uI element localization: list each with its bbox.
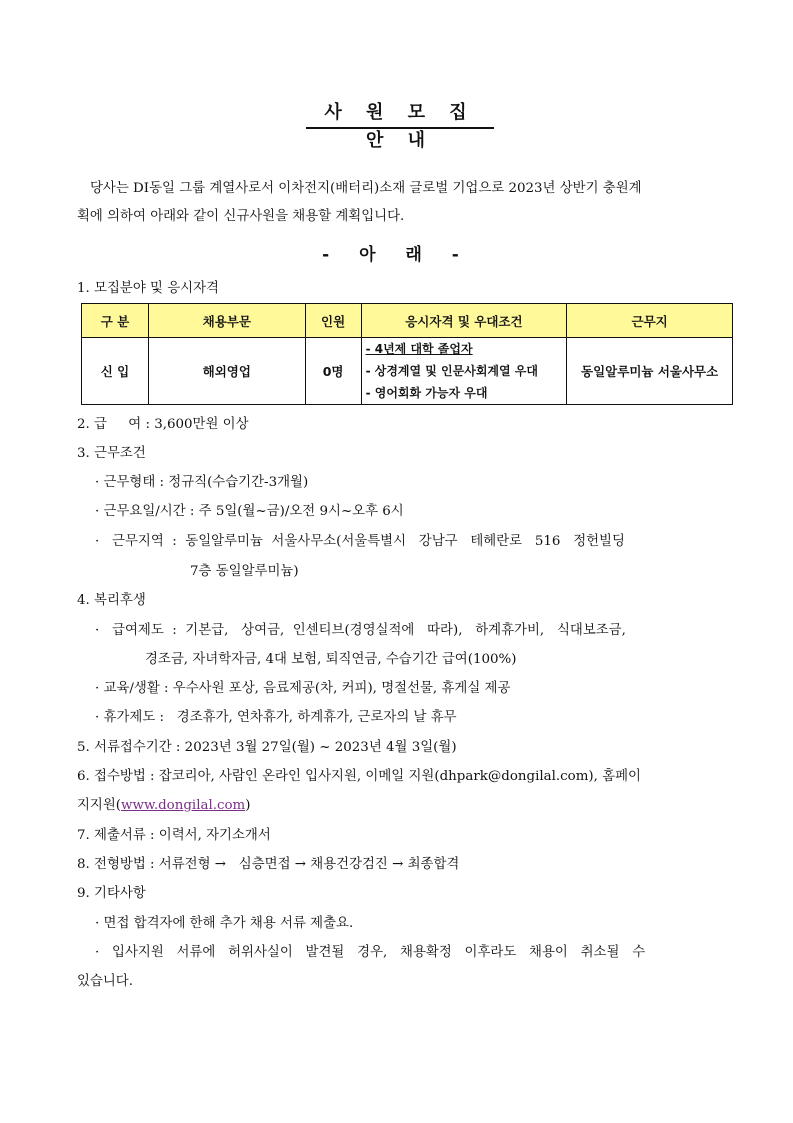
header-category: 구 분 [82,304,149,338]
work-location: · 근무지역 : 동일알루미늄 서울사무소(서울특별시 강남구 테헤란로 516 정헌빌딩 [95,534,625,549]
cell-location: 동일알루미늄 서울사무소 [567,338,733,405]
cell-conditions [361,338,567,405]
intro-line-2: 획에 의하여 아래와 같이 신규사원을 채용할 계획입니다. [77,209,405,224]
method-text: 지지원( [77,798,122,813]
method-text-end: ) [245,798,251,813]
header-dept: 채용부문 [148,304,305,338]
cell-count: 0명 [305,338,361,405]
etc-item-cont: 있습니다. [77,974,133,989]
section-6-method: 6. 접수방법 : 잡코리아, 사람인 온라인 입사지원, 이메일 지원(dhpark@dongilal.com), 홈페이 [77,769,641,784]
recruitment-table [81,303,733,405]
section-1-heading: 1. 모집분야 및 응시자격 [77,281,219,296]
condition-item: - 영어회화 가능자 우대 [365,386,488,400]
section-6-method-cont [77,794,251,813]
section-9-heading: 9. 기타사항 [77,886,146,901]
header-count: 인원 [305,304,361,338]
table-row [82,338,733,405]
benefit-pay-cont: 경조금, 자녀학자금, 4대 보험, 퇴직연금, 수습기간 급여(100%) [145,652,517,667]
cell-dept: 해외영업 [148,338,305,405]
section-7-documents: 7. 제출서류 : 이력서, 자기소개서 [77,828,271,843]
section-4-heading: 4. 복리후생 [77,593,146,608]
etc-item: · 입사지원 서류에 허위사실이 발견될 경우, 채용확정 이후라도 채용이 취소될 수 [95,945,646,960]
section-2-salary: 2. 급 여 : 3,600만원 이상 [77,417,249,432]
header-conditions: 응시자격 및 우대조건 [361,304,567,338]
section-8-process: 8. 전형방법 : 서류전형 → 심층면접 → 채용건강검진 → 최종합격 [77,857,460,872]
work-location-cont: 7층 동일알루미늄) [190,564,299,579]
table-header-row [82,304,733,338]
intro-paragraph [77,175,737,231]
header-location: 근무지 [567,304,733,338]
condition-item: - 4년제 대학 졸업자 [365,342,473,356]
page-title: 사 원 모 집 안 내 [306,99,494,129]
etc-item: · 면접 합격자에 한해 추가 채용 서류 제출요. [95,916,354,931]
intro-line-1: 당사는 DI동일 그룹 계열사로서 이차전지(배터리)소재 글로벌 기업으로 2023년 상반기 충원계 [90,181,642,196]
work-type: · 근무형태 : 정규직(수습기간-3개월) [95,475,309,490]
cell-category: 신 입 [82,338,149,405]
benefit-vacation: · 휴가제도 : 경조휴가, 연차휴가, 하계휴가, 근로자의 날 휴무 [95,710,457,725]
benefit-pay: · 급여제도 : 기본급, 상여금, 인센티브(경영실적에 따라), 하계휴가비, 식대보조금, [95,623,626,638]
work-hours: · 근무요일/시간 : 주 5일(월~금)/오전 9시~오후 6시 [95,504,404,519]
condition-item: - 상경계열 및 인문사회계열 우대 [365,364,538,378]
homepage-link[interactable]: www.dongilal.com [121,798,246,813]
benefit-education: · 교육/생활 : 우수사원 포상, 음료제공(차, 커피), 명절선물, 휴게실 제공 [95,681,511,696]
section-3-heading: 3. 근무조건 [77,446,146,461]
below-header: - 아 래 - [322,245,471,265]
section-5-period: 5. 서류접수기간 : 2023년 3월 27일(월) ~ 2023년 4월 3일(월) [77,740,457,755]
